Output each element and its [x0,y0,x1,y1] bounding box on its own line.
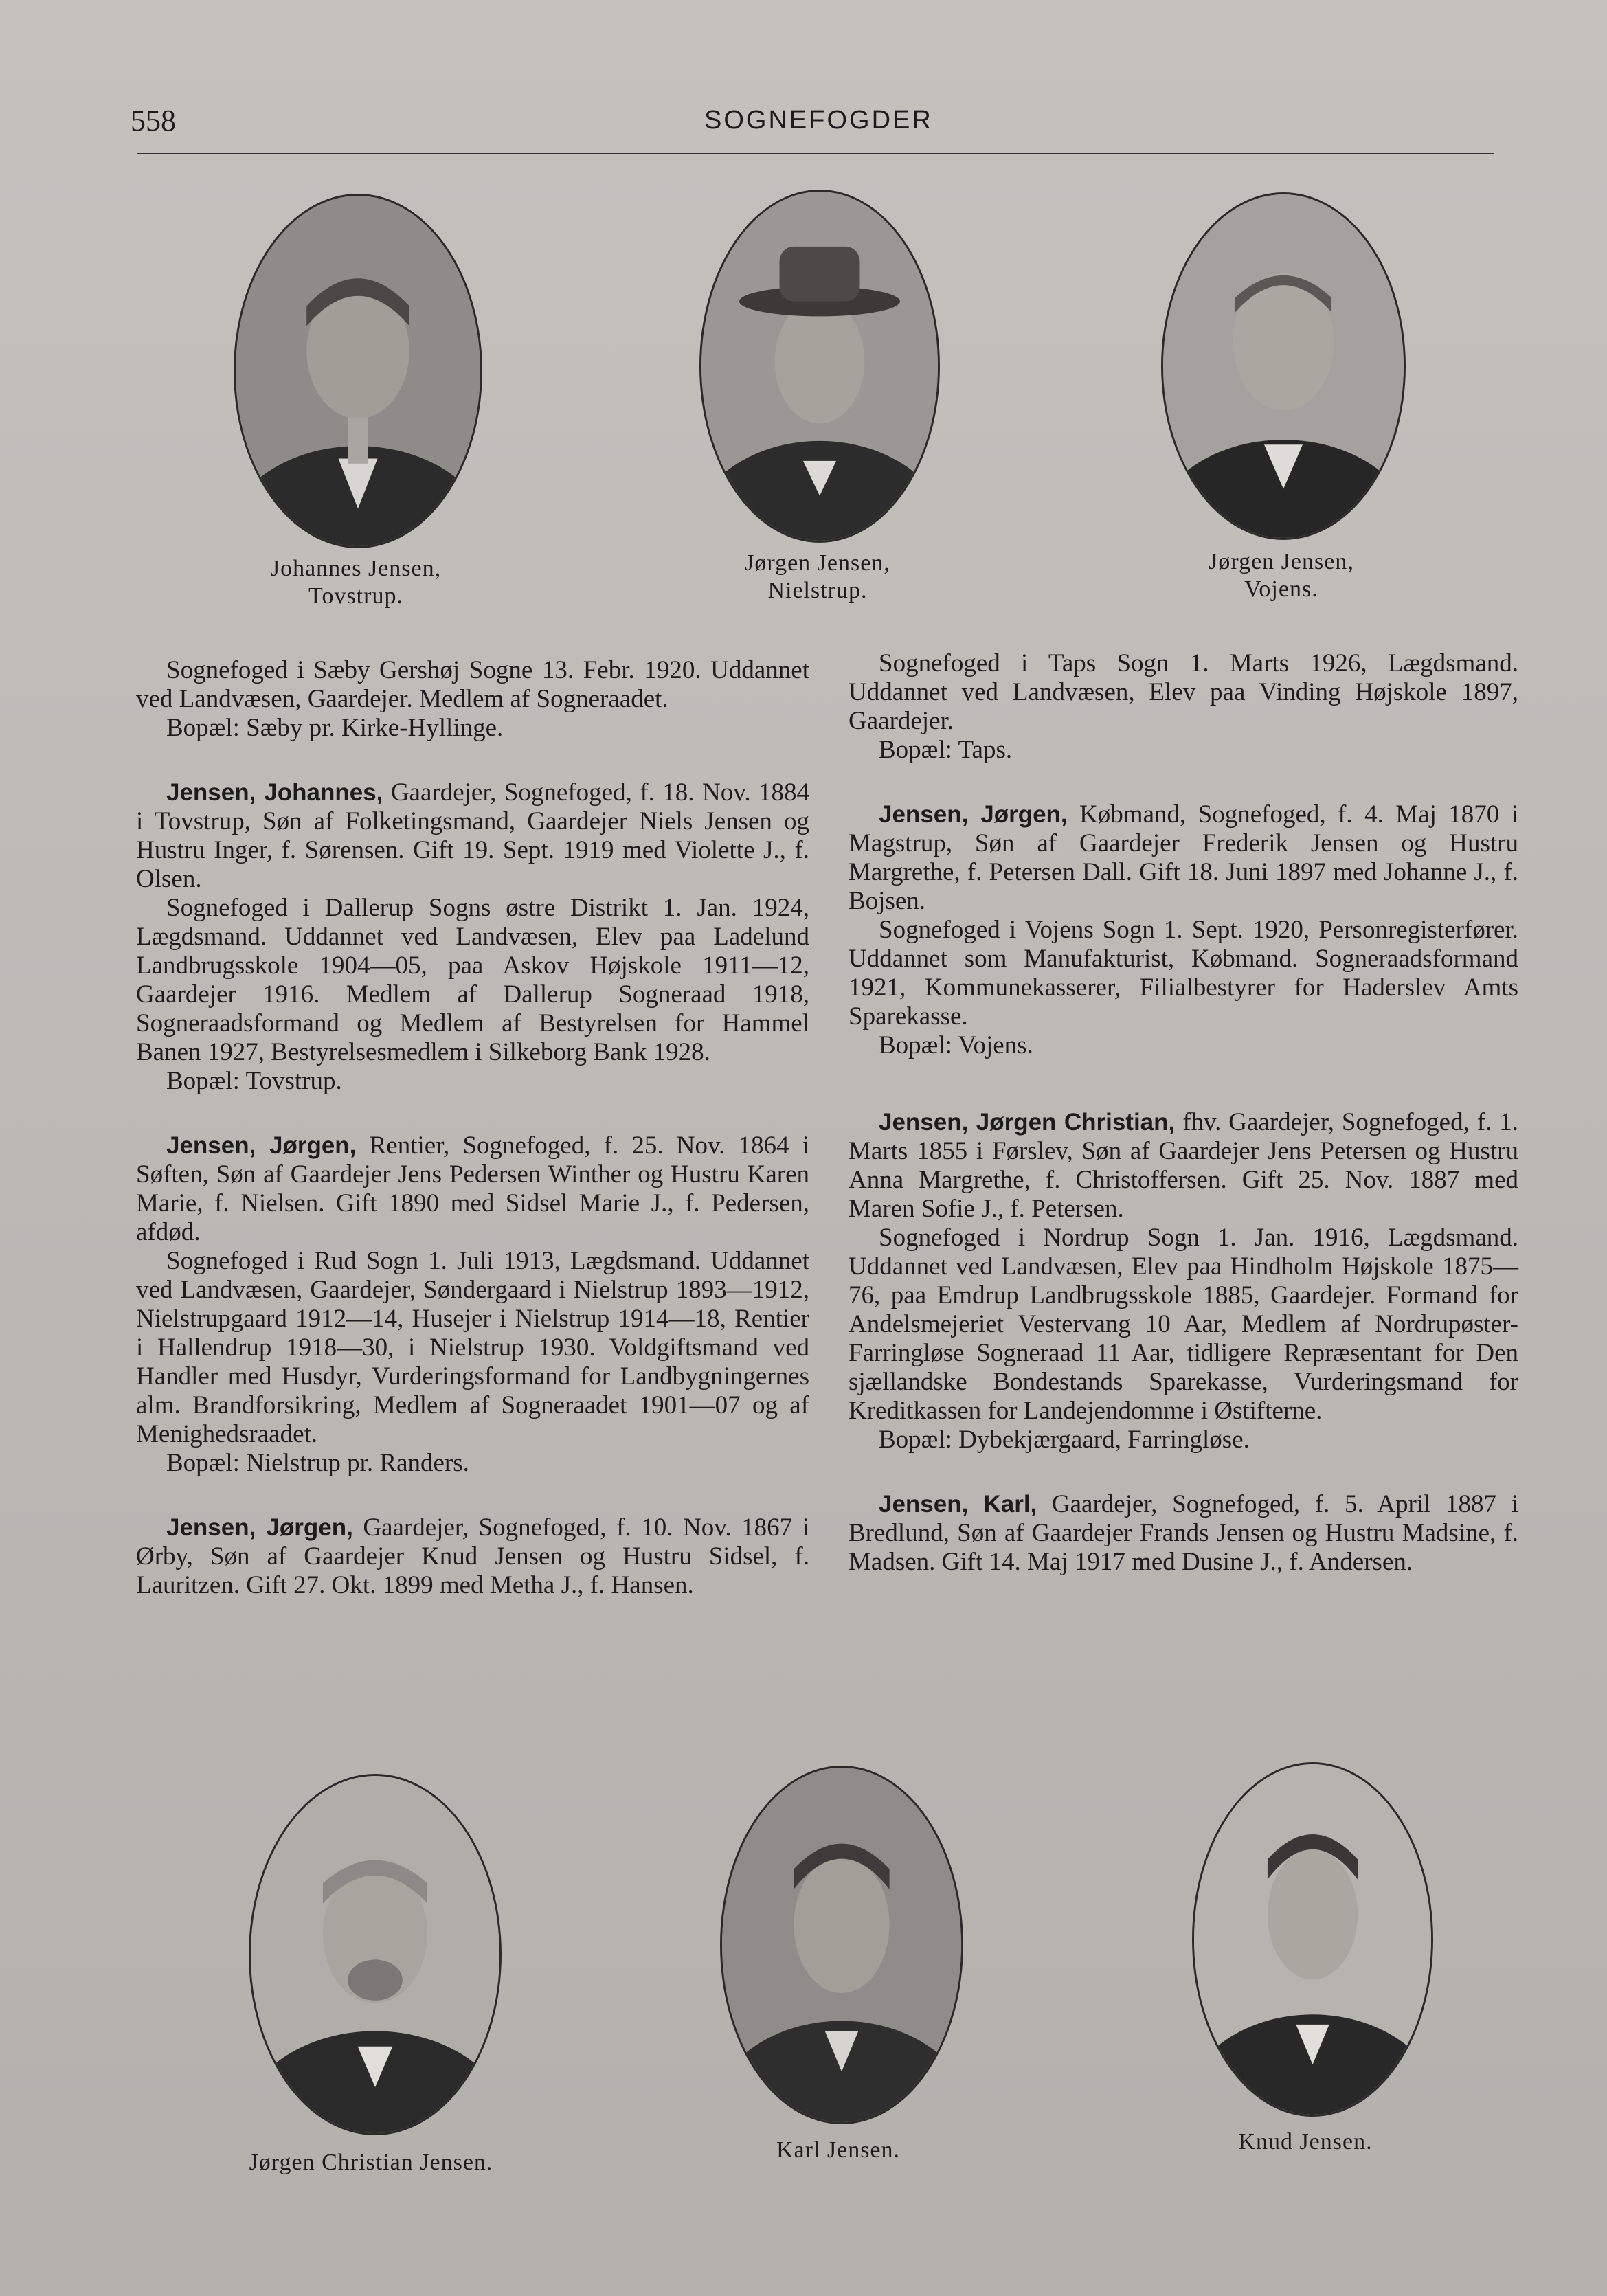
portrait-photo [1192,1762,1433,2117]
caption-name: Jørgen Christian Jensen. [249,2150,493,2175]
residence: Bopæl: Vojens. [879,1031,1033,1059]
residence: Bopæl: Dybekjærgaard, Farringløse. [879,1426,1250,1454]
residence: Bopæl: Taps. [879,736,1013,764]
entry-name: Jensen, Johannes, [166,779,383,806]
entry-text: Gaardejer, Sognefoged, f. 5. April 1887 i Bredlund, Søn af Gaardejer Frands Jensen og Hustru Madsine, f. Madsen. Gift 14. Maj 1917 med Dusine J., f. Andersen. [849,1490,1518,1576]
page-header [131,103,1498,151]
portrait-photo [234,194,482,548]
entry-jorgen-jensen-vojens [849,800,1518,916]
page-number: 558 [131,104,176,137]
paragraph: Sognefoged i Rud Sogn 1. Juli 1913, Lægdsmand. Uddannet ved Landvæsen, Gaardejer, Søndergaard i Nielstrup 1893—1912, Nielstrupgaard 1912—14, Husejer i Nielstrup 1914—18, Rentier i Hallendrup 1918—30, i Nielstrup 1930. Voldgiftsmand ved Handler med Husdyr, Vurderingsformand for Landbygningernes alm. Brandforsikring, Medlem af Sogneraadet 1901—07 og af Menighedsraadet. [136,1247,809,1448]
entry-text: Rentier, Sognefoged, f. 25. Nov. 1864 i Søften, Søn af Gaardejer Jens Pedersen Winther og Hustru Karen Marie, f. Nielsen. Gift 1890 med Sidsel Marie J., f. Pedersen, afdød. [136,1132,810,1246]
portrait-photo [720,1766,963,2124]
entry-text: Gaardejer, Sognefoged, f. 18. Nov. 1884 i Tovstrup, Søn af Folketingsmand, Gaardejer Niels Jensen og Hustru Inger, f. Sørensen. Gift 19. Sept. 1919 med Violette J., f. Olsen. [136,778,810,893]
portrait-photo [699,190,940,543]
entry-karl-jensen [849,1490,1518,1577]
entry-name: Jensen, Jørgen, [166,1132,357,1159]
caption-name: Jørgen Jensen, [745,550,890,576]
paragraph: Sognefoged i Nordrup Sogn 1. Jan. 1916, Lægdsmand. Uddannet ved Landvæsen, Elev paa Hindholm Højskole 1875—76, paa Emdrup Landbrugsskole 1885, Gaardejer. Formand for Andelsmejeriet Vestervang 10 Aar, Medlem af Nordrupøster-Farringløse Sogneraad 11 Aar, tidligere Repræsentant for Den sjællandske Bondestands Sparekasse, Vurderingsmand for Kreditkassen for Landejendomme i Østifterne. [849,1224,1518,1425]
entry-text: Købmand, Sognefoged, f. 4. Maj 1870 i Magstrup, Søn af Gaardejer Frederik Jensen og Hustru Margrethe, f. Petersen Dall. Gift 18. Juni 1897 med Johanne J., f. Bojsen. [849,800,1518,915]
caption-place: Vojens. [1244,576,1318,602]
caption-place: Tovstrup. [308,583,403,609]
portrait-photo [1161,192,1406,540]
residence: Bopæl: Sæby pr. Kirke-Hyllinge. [166,714,504,742]
residence: Bopæl: Tovstrup. [166,1067,342,1095]
paragraph: Sognefoged i Taps Sogn 1. Marts 1926, Lægdsmand. Uddannet ved Landvæsen, Elev paa Vinding Højskole 1897, Gaardejer. [849,649,1518,735]
entry-name: Jensen, Jørgen, [166,1514,353,1541]
entry-name: Jensen, Jørgen, [879,801,1068,828]
caption-place: Nielstrup. [767,578,868,603]
entry-name: Jensen, Jørgen Christian, [879,1109,1176,1136]
paragraph: Sognefoged i Vojens Sogn 1. Sept. 1920, Personregisterfører. Uddannet som Manufakturist, Købmand. Sogneraadsformand 1921, Kommunekasserer, Filialbestyrer for Haderslev Amts Sparekasse. [849,916,1518,1031]
entry-name: Jensen, Karl, [879,1491,1037,1518]
residence: Bopæl: Nielstrup pr. Randers. [166,1449,469,1477]
caption-name: Johannes Jensen, [270,556,442,581]
caption-name: Karl Jensen. [776,2137,901,2163]
entry-johannes-jensen [136,778,809,894]
entry-text: fhv. Gaardejer, Sognefoged, f. 1. Marts 1855 i Førslev, Søn af Gaardejer Jens Petersen og Hustru Anna Margrethe, f. Christoffersen. Gift 25. Nov. 1887 med Maren Sofie J., f. Petersen. [849,1108,1518,1223]
caption-name: Knud Jensen. [1238,2129,1373,2154]
paragraph: Sognefoged i Dallerup Sogns østre Distrikt 1. Jan. 1924, Lægdsmand. Uddannet ved Landvæsen, Elev paa Ladelund Landbrugsskole 1904—05, paa Askov Højskole 1911—12, Gaardejer 1916. Medlem af Dallerup Sogneraad 1918, Sogneraadsformand og Medlem af Bestyrelsen for Hammel Banen 1927, Bestyrelsesmedlem i Silkeborg Bank 1928. [136,894,809,1066]
entry-jorgen-christian-jensen [849,1108,1518,1224]
portrait-photo [249,1774,502,2135]
entry-jorgen-jensen [136,1132,809,1247]
running-title: SOGNEFOGDER [704,106,933,135]
left-column [136,656,809,1600]
entry-text: Gaardejer, Sognefoged, f. 10. Nov. 1867 i Ørby, Søn af Gaardejer Knud Jensen og Hustru Sidsel, f. Lauritzen. Gift 27. Okt. 1899 med Metha J., f. Hansen. [136,1513,809,1599]
paragraph: Sognefoged i Sæby Gershøj Sogne 13. Febr. 1920. Uddannet ved Landvæsen, Gaardejer. Medlem af Sogneraadet. [136,656,809,713]
header-rule [137,153,1494,154]
right-column [849,649,1518,1577]
entry-jorgen-jensen-2 [136,1513,809,1600]
caption-name: Jørgen Jensen, [1209,549,1354,574]
